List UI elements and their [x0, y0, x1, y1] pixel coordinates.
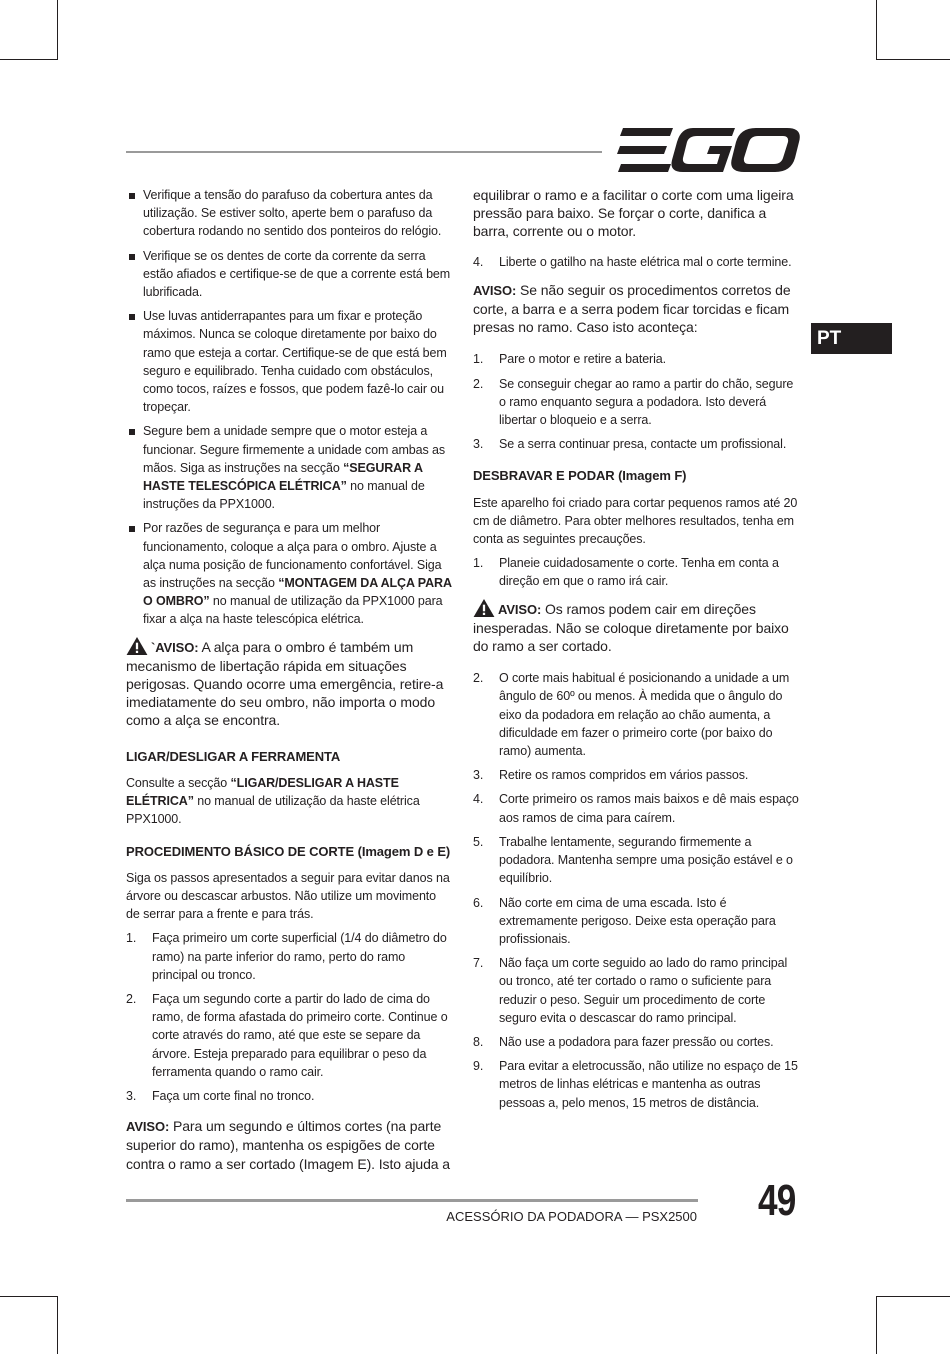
list-item: 8. Não use a podadora para fazer pressão ou cortes.: [473, 1034, 774, 1049]
list-item: 1. Pare o motor e retire a bateria.: [473, 352, 667, 367]
page-number: 49: [758, 1176, 796, 1225]
onoff-text: Consulte a secção “LIGAR/DESLIGAR A HASTE ELÉTRICA” no manual de utilização da haste elétrica PPX1000.: [126, 775, 420, 827]
crop-mark: [876, 59, 950, 60]
list-item: 1. Planeie cuidadosamente o corte. Tenha em conta a direção em que o ramo irá cair.: [473, 556, 779, 589]
list-item: 2. Faça um segundo corte a partir do lado de cima do ramo, de forma afastada do primeiro corte. Continue o corte através do ramo, até que este se separe da árvore. Esteja preparado para equilibrar o peso da ferramenta quando o ramo cair.: [126, 991, 448, 1079]
list-item: 9. Para evitar a eletrocussão, não utilize no espaço de 15 metros de linhas elétricas e mantenha as outras pessoas a, pelo menos, 15 metros de distância.: [473, 1059, 798, 1110]
ego-logo: [617, 128, 801, 172]
safety-bullets: [126, 186, 452, 629]
crop-mark: [876, 1296, 950, 1297]
list-item: Verifique a tensão do parafuso da cobertura antes da utilização. Se estiver solto, aperte bem o parafuso da cobertura rodando no sentido dos ponteiros do relógio.: [126, 186, 452, 241]
heading-prune: DESBRAVAR E PODAR (Imagem F): [473, 468, 687, 484]
warning-second-cut: AVISO: Para um segundo e últimos cortes (na parte superior do ramo), mantenha os espigões de corte contra o ramo a ser cortado (Imagem E). Isto ajuda a: [126, 1118, 450, 1172]
list-item: 5. Trabalhe lentamente, segurando firmemente a podadora. Mantenha sempre uma posição estável e o equilíbrio.: [473, 834, 793, 886]
list-item: Use luvas antiderrapantes para um fixar e proteção máximos. Nunca se coloque diretamente por baixo do ramo que esteja a cortar. Certifique-se de que está bem seguro e equilibrado. Tenha cuidado com obstáculos, como tocos, raízes e fossos, que podem fazê-lo cair ou tropeçar.: [126, 307, 452, 416]
step-4: [473, 253, 803, 271]
crop-mark: [876, 0, 877, 60]
warning-icon: [126, 637, 148, 655]
header-rule: [126, 151, 602, 153]
stuck-steps: [473, 350, 803, 453]
crop-mark: [0, 1296, 58, 1297]
list-item: 3. Retire os ramos compridos em vários passos.: [473, 768, 749, 783]
heading-basic-cut: PROCEDIMENTO BÁSICO DE CORTE (Imagem D e E): [126, 843, 451, 859]
footer-title: ACESSÓRIO DA PODADORA — PSX2500: [446, 1209, 697, 1224]
list-item: Por razões de segurança e para um melhor funcionamento, coloque a alça para o ombro. Ajuste a alça numa posição de funcionamento confortável. Siga as instruções na secção “MONTAGEM DA ALÇA PARA O OMBRO” no manual de utilização da PPX1000 para fixar a alça na haste telescópica elétrica.: [126, 519, 452, 628]
continued-text: equilibrar o ramo e a facilitar o corte com uma ligeira pressão para baixo. Se forçar o corte, danifica a barra, corrente ou o motor.: [473, 187, 794, 240]
list-item: 4. Liberte o gatilho na haste elétrica mal o corte termine.: [473, 254, 792, 269]
list-item: Segure bem a unidade sempre que o motor esteja a funcionar. Segure firmemente a unidade com ambas as mãos. Siga as instruções na secção “SEGURAR A HASTE TELESCÓPICA ELÉTRICA” no manual de instruções da PPX1000.: [126, 422, 452, 513]
list-item: 1. Faça primeiro um corte superficial (1/4 do diâmetro do ramo) na parte inferior do ramo, perto do ramo principal ou tronco.: [126, 931, 447, 982]
left-column: [126, 186, 452, 1187]
list-item: 2. O corte mais habitual é posicionando a unidade a um ângulo de 60º ou menos. À medida que o ângulo do eixo da podadora em relação ao chão aumenta, a dificuldade em fazer o primeiro corte (por baixo do ramo) aumenta.: [473, 671, 790, 759]
warning-strap: `AVISO: A alça para o ombro é também um mecanismo de libertação rápida em situações perigosas. Quando ocorre uma emergência, retire-a imediatamente do seu ombro, não importa o modo como a alça se encontra.: [126, 638, 444, 729]
right-column: [473, 186, 803, 1120]
list-item: 2. Se conseguir chegar ao ramo a partir do chão, segure o ramo enquanto segura a podadora. Isto deverá libertar o bloqueio e a serra.: [473, 376, 794, 428]
basic-steps: [126, 929, 452, 1105]
crop-mark: [0, 59, 58, 60]
warning-falling: AVISO: Os ramos podem cair em direções inesperadas. Não se coloque diretamente por baixo do ramo a ser cortado.: [473, 600, 789, 655]
prune-steps: [473, 669, 803, 1111]
crop-mark: [876, 1296, 877, 1354]
list-item: 3. Se a serra continuar presa, contacte um profissional.: [473, 437, 787, 452]
list-item: 4. Corte primeiro os ramos mais baixos e dê mais espaço aos ramos de cima para caírem.: [473, 792, 799, 825]
list-item: 6. Não corte em cima de uma escada. Isto é extremamente perigoso. Deixe esta operação para profissionais.: [473, 895, 776, 946]
list-item: 7. Não faça um corte seguido ao lado do ramo principal ou tronco, até ter cortado o ramo o suficiente para reduzir o peso. Seguir um procedimento de corte seguro evita o descascar do ramo principal.: [473, 956, 788, 1025]
crop-mark: [57, 1296, 58, 1354]
footer-rule: [126, 1199, 698, 1202]
warning-stuck: AVISO: Se não seguir os procedimentos corretos de corte, a barra e a serra podem ficar torcidas e ficam presas no ramo. Caso isto aconteça:: [473, 281, 791, 336]
list-item: 3. Faça um corte final no tronco.: [126, 1088, 315, 1103]
heading-onoff: LIGAR/DESLIGAR A FERRAMENTA: [126, 748, 341, 764]
prune-intro: Este aparelho foi criado para cortar pequenos ramos até 20 cm de diâmetro. Para obter melhores resultados, tenha em conta as seguintes precauções.: [473, 495, 798, 547]
crop-mark: [57, 0, 58, 60]
basic-intro: Siga os passos apresentados a seguir para evitar danos na árvore ou descascar arbustos. Não utilize um movimento de serrar para a frente e para trás.: [126, 870, 450, 922]
prune-step-1: [473, 554, 803, 590]
warning-icon: [473, 599, 495, 617]
list-item: Verifique se os dentes de corte da corrente da serra estão afiados e certifique-se de que a corrente está bem lubrificada.: [126, 247, 452, 302]
language-tab: PT: [811, 323, 892, 354]
